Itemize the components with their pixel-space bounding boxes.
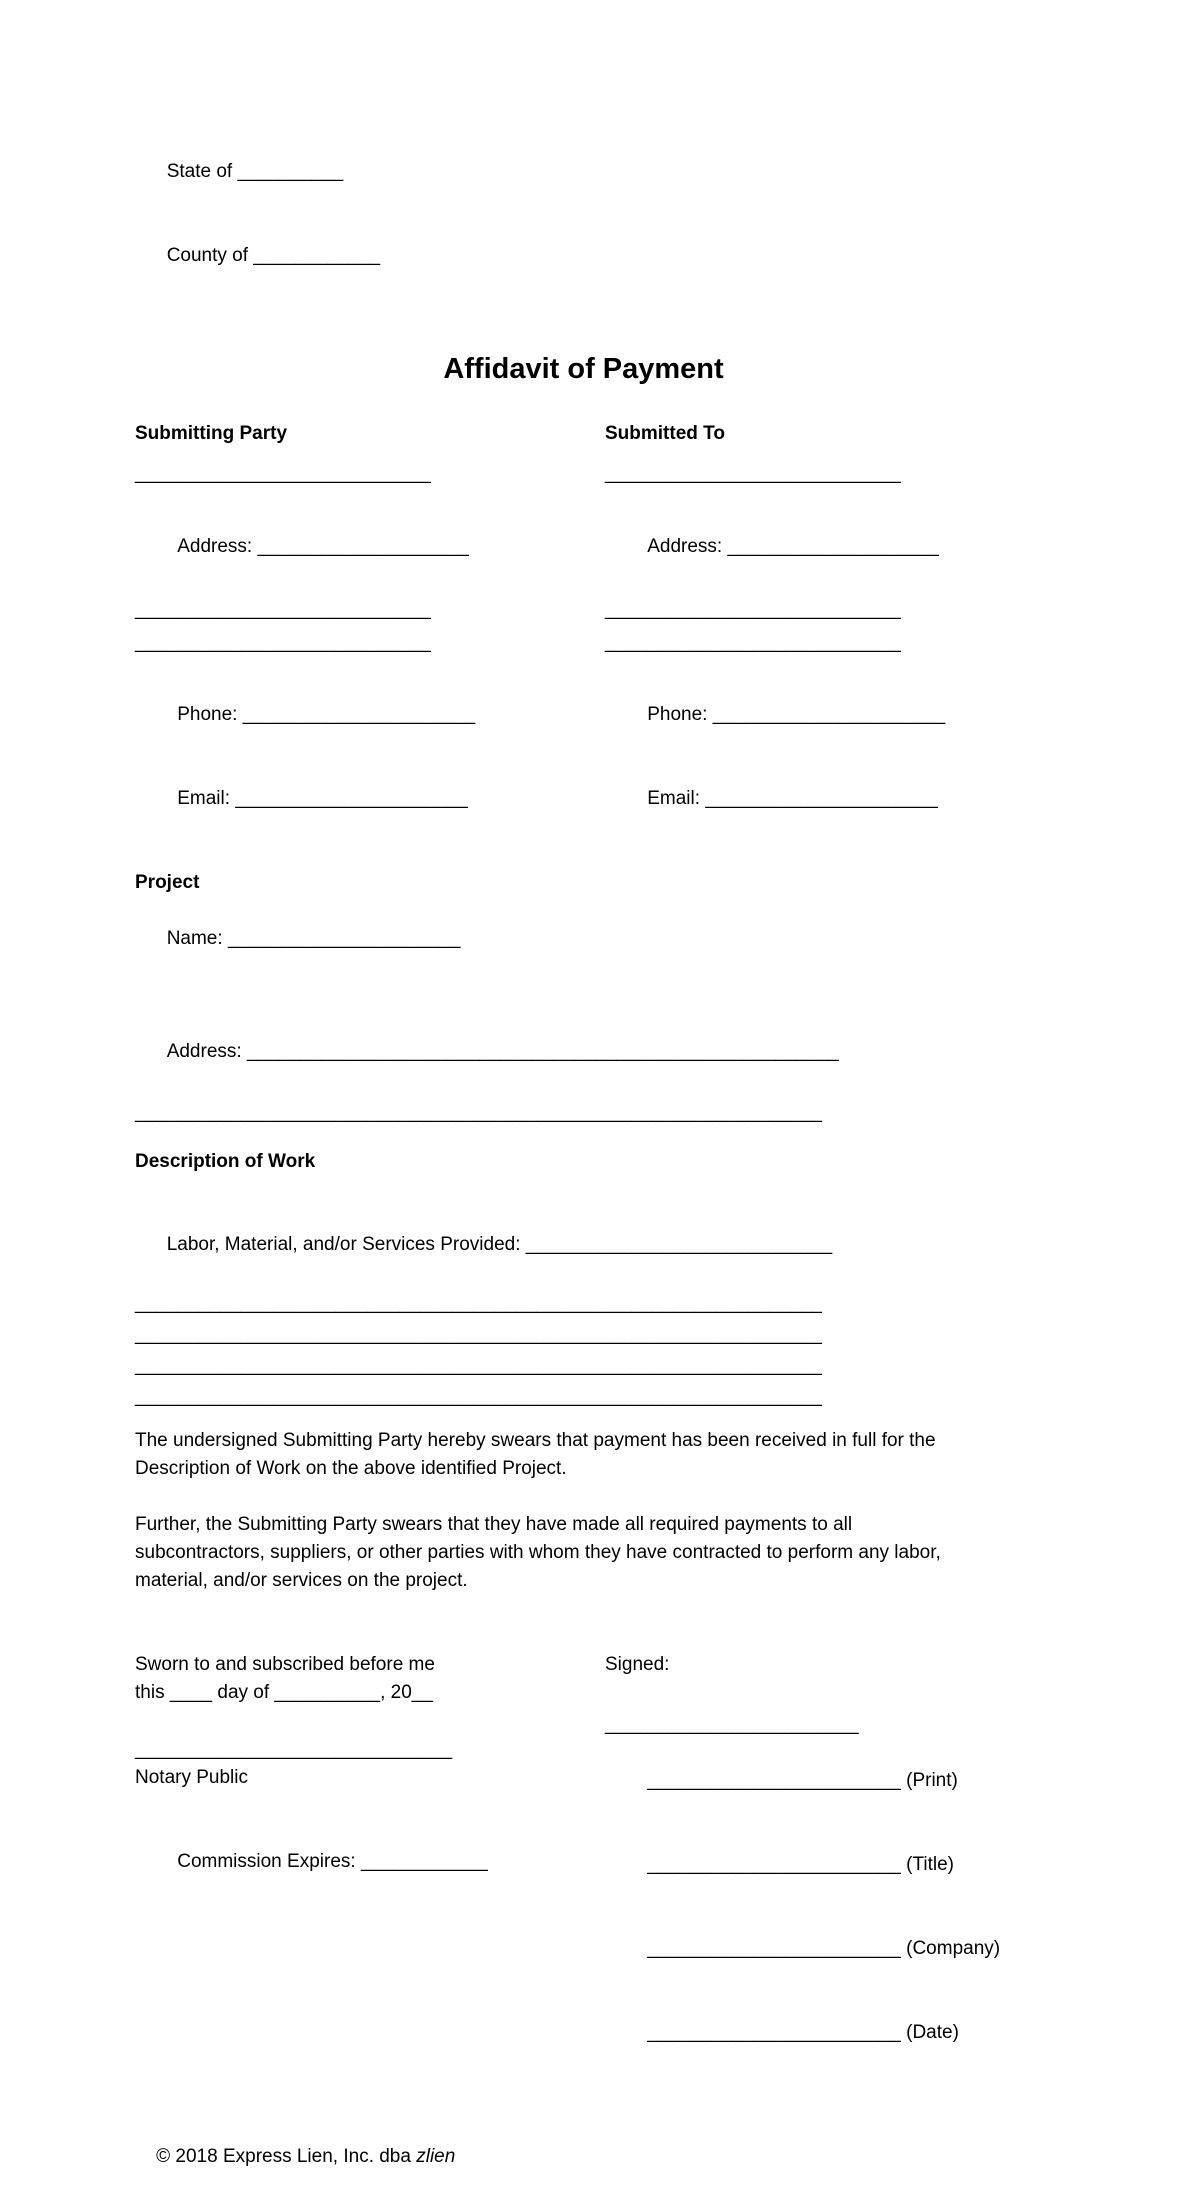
date-line <box>605 1991 1032 2075</box>
brand-name: zlien <box>416 2146 456 2167</box>
print-name-line <box>605 1739 1032 1823</box>
project-name-label: Name: <box>166 928 228 949</box>
date-field[interactable]: ________________________ <box>647 2022 901 2043</box>
submitting-party-phone-line <box>135 673 605 757</box>
commission-expires-line <box>135 1820 605 1904</box>
submitting-party-name-field[interactable]: ____________________________ <box>135 463 431 484</box>
submitting-party-column <box>135 420 605 841</box>
project-section <box>135 869 1032 1127</box>
notary-public-label: Notary Public <box>135 1767 248 1788</box>
submitting-party-address-field-2[interactable]: ____________________________ <box>135 599 431 620</box>
work-description-field-4[interactable]: _________________________________________________________________ <box>135 1386 822 1407</box>
labor-services-field[interactable]: _____________________________ <box>525 1234 833 1255</box>
sworn-statement-paragraph-2: Further, the Submitting Party swears that they have made all required payments to all subcontractors, suppliers, or other parties with whom they have contracted to perform any labor, material, and/or services on the project. <box>135 1514 947 1591</box>
notary-column <box>135 1651 605 2075</box>
project-address-label: Address: <box>166 1041 247 1062</box>
signed-label: Signed: <box>605 1654 670 1675</box>
footer-copyright <box>135 2115 1032 2199</box>
title-line <box>605 1823 1032 1907</box>
submitting-party-email-field[interactable]: ______________________ <box>235 788 468 809</box>
document-title: Affidavit of Payment <box>443 353 724 385</box>
county-of-label: County of <box>166 245 254 266</box>
submitting-party-email-line <box>135 757 605 841</box>
commission-expires-field[interactable]: ____________ <box>360 1851 488 1872</box>
email-label: Email: <box>177 788 236 809</box>
project-address-line <box>135 1010 1032 1094</box>
notary-signature-field[interactable]: ______________________________ <box>135 1739 453 1760</box>
email-label: Email: <box>647 788 706 809</box>
submitted-to-address-field-2[interactable]: ____________________________ <box>605 599 901 620</box>
submitted-to-address-line <box>605 505 1032 589</box>
labor-services-line <box>135 1203 1032 1287</box>
state-of-label: State of <box>166 161 238 182</box>
commission-expires-label: Commission Expires: <box>177 1851 361 1872</box>
work-description-field-2[interactable]: _________________________________________________________________ <box>135 1324 822 1345</box>
labor-services-label: Labor, Material, and/or Services Provided: <box>166 1234 526 1255</box>
phone-label: Phone: <box>177 704 243 725</box>
work-description-field-1[interactable]: _________________________________________________________________ <box>135 1293 822 1314</box>
sworn-statement-paragraph-1: The undersigned Submitting Party hereby swears that payment has been received in full for the Description of Work on the above identified Project. <box>135 1430 941 1479</box>
sworn-before-me-line: Sworn to and subscribed before me <box>135 1654 435 1675</box>
submitted-to-address-field-3[interactable]: ____________________________ <box>605 632 901 653</box>
print-label: (Print) <box>900 1770 958 1791</box>
submitting-party-address-field[interactable]: ____________________ <box>257 536 469 557</box>
parties-section <box>135 420 1032 841</box>
submitted-to-phone-line <box>605 673 1032 757</box>
signed-column <box>605 1651 1032 2075</box>
state-field[interactable]: __________ <box>237 161 344 182</box>
submitted-to-email-line <box>605 757 1032 841</box>
signature-field[interactable]: ________________________ <box>605 1714 859 1735</box>
copyright-text: © 2018 Express Lien, Inc. dba <box>156 2146 417 2167</box>
submitted-to-email-field[interactable]: ______________________ <box>705 788 938 809</box>
project-name-field[interactable]: ______________________ <box>227 928 461 949</box>
address-label: Address: <box>177 536 258 557</box>
jurisdiction-block <box>135 130 1032 298</box>
submitting-party-heading: Submitting Party <box>135 423 288 444</box>
state-line <box>135 130 1032 214</box>
sworn-date-line[interactable]: this ____ day of __________, 20__ <box>135 1682 433 1703</box>
submitted-to-heading: Submitted To <box>605 423 725 444</box>
address-label: Address: <box>647 536 728 557</box>
project-heading: Project <box>135 872 200 893</box>
submitted-to-phone-field[interactable]: ______________________ <box>712 704 946 725</box>
work-description-field-3[interactable]: _________________________________________________________________ <box>135 1355 822 1376</box>
company-label: (Company) <box>900 1938 1001 1959</box>
county-field[interactable]: ____________ <box>253 245 381 266</box>
title-field[interactable]: ________________________ <box>647 1854 901 1875</box>
project-address-field-2[interactable]: _________________________________________________________________ <box>135 1102 822 1123</box>
title-label: (Title) <box>900 1854 954 1875</box>
submitted-to-column <box>605 420 1032 841</box>
description-of-work-section <box>135 1148 1032 1411</box>
date-label: (Date) <box>900 2022 959 2043</box>
submitting-party-phone-field[interactable]: ______________________ <box>242 704 476 725</box>
company-line <box>605 1907 1032 1991</box>
county-line <box>135 214 1032 298</box>
submitted-to-address-field[interactable]: ____________________ <box>727 536 939 557</box>
signature-section <box>135 1651 1032 2075</box>
project-name-line <box>135 897 1032 981</box>
submitting-party-address-field-3[interactable]: ____________________________ <box>135 632 431 653</box>
description-of-work-heading: Description of Work <box>135 1151 316 1172</box>
submitted-to-name-field[interactable]: ____________________________ <box>605 463 901 484</box>
phone-label: Phone: <box>647 704 713 725</box>
project-address-field[interactable]: ________________________________________________________ <box>246 1041 839 1062</box>
print-name-field[interactable]: ________________________ <box>647 1770 901 1791</box>
company-field[interactable]: ________________________ <box>647 1938 901 1959</box>
submitting-party-address-line <box>135 505 605 589</box>
